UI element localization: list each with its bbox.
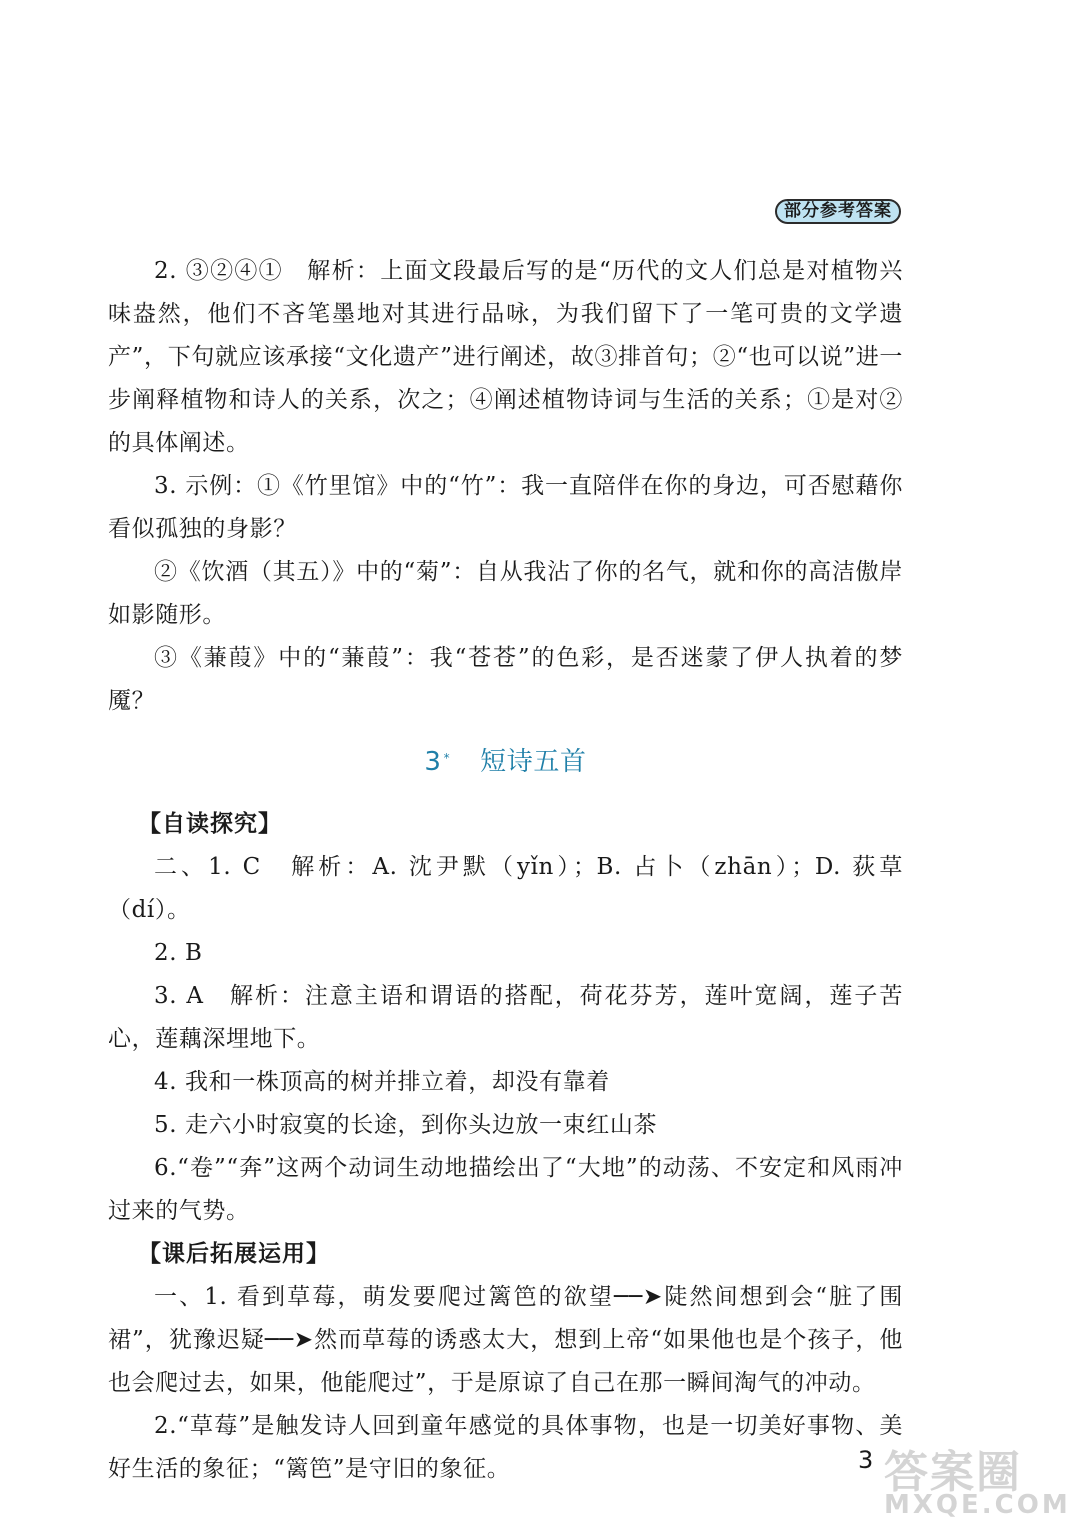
lesson-title [108,739,903,785]
answer-paragraph: 2. B [154,940,203,966]
lesson-number: 3 * [424,747,451,777]
answer-paragraph: 5. 走六小时寂寞的长途，到你头边放一束红山茶 [154,1112,658,1138]
answer-paragraph: 3. 示例：①《竹里馆》中的“竹”：我一直陪伴在你的身边，可否慰藉你看似孤独的身影？ [108,473,903,542]
page-number: 3 [858,1446,874,1474]
answer-paragraph: 4. 我和一株顶高的树并排立着，却没有靠着 [154,1069,610,1095]
watermark-main-text: 答案圈 [884,1447,1022,1498]
watermark-logo [880,1436,1071,1531]
answer-paragraph: 二、1. C 解析：A. 沈尹默（yǐn）；B. 占卜（zhān）；D. 荻草（dí）。 [108,854,903,923]
answer-paragraph: ③《蒹葭》中的“蒹葭”：我“苍苍”的色彩，是否迷蒙了伊人执着的梦魇？ [108,645,903,714]
section-heading-extension: 【课后拓展运用】 [138,1241,330,1267]
answer-paragraph: 2. ③②④① 解析：上面文段最后写的是“历代的文人们总是对植物兴味盎然，他们不吝笔墨地对其进行品咏，为我们留下了一笔可贵的文学遗产”，下句就应该承接“文化遗产”进行阐述，故③排首句；②“也可以说”进一步阐释植物和诗人的关系，次之；④阐述植物诗词与生活的关系；①是对②的具体阐述。 [108,258,903,456]
answer-paragraph: 一、1. 看到草莓，萌发要爬过篱笆的欲望──➤陡然间想到会“脏了围裙”，犹豫迟疑──➤然而草莓的诱惑太大，想到上帝“如果他也是个孩子，他也会爬过去，如果，他能爬过”，于是原谅了自己在那一瞬间淘气的冲动。 [108,1284,903,1396]
lesson-mark: * [443,751,451,765]
section-badge: 部分参考答案 [775,199,901,224]
lesson-name: 短诗五首 [480,747,587,777]
page-content [108,250,903,1491]
answer-paragraph: 2.“草莓”是触发诗人回到童年感觉的具体事物，也是一切美好事物、美好生活的象征；“篱笆”是守旧的象征。 [108,1413,903,1482]
answer-paragraph: 3. A 解析：注意主语和谓语的搭配，荷花芬芳，莲叶宽阔，莲子苦心，莲藕深埋地下。 [108,983,903,1052]
section-heading-self-study: 【自读探究】 [138,811,282,837]
answer-paragraph: ②《饮酒（其五）》中的“菊”：自从我沾了你的名气，就和你的高洁傲岸如影随形。 [108,559,903,628]
watermark-sub-text: MXQE.COM [884,1490,1071,1520]
answer-paragraph: 6.“卷”“奔”这两个动词生动地描绘出了“大地”的动荡、不安定和风雨冲过来的气势。 [108,1155,903,1224]
